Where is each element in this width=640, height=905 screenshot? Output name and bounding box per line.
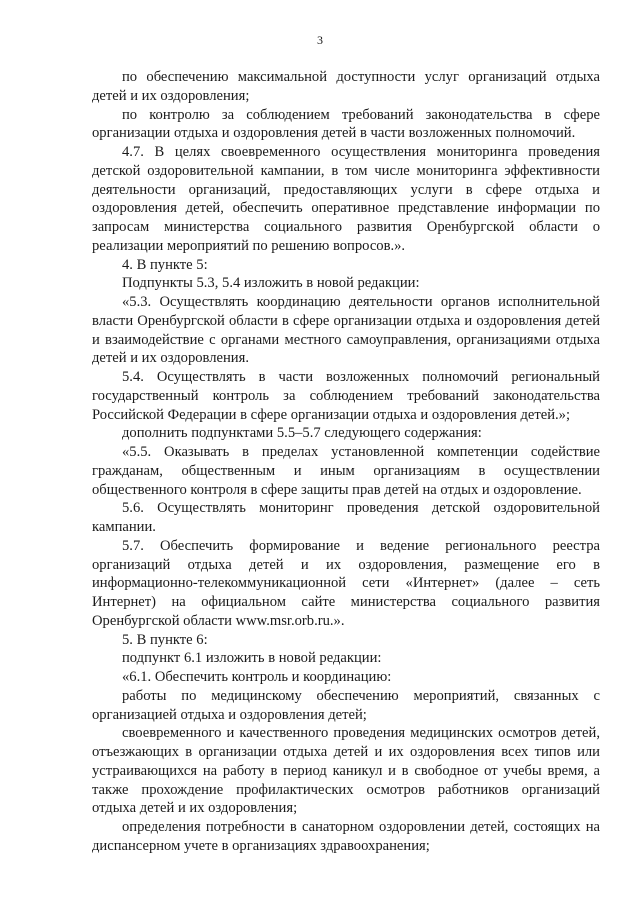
- page-number: 3: [317, 33, 323, 47]
- paragraph-item-6-1: «6.1. Обеспечить контроль и координацию:: [122, 669, 392, 685]
- paragraph: работы по медицинскому обеспечению мероприятий, связанных с организацией отдыха и оздоровления детей;: [92, 687, 600, 723]
- paragraph: Подпункты 5.3, 5.4 изложить в новой редакции:: [122, 275, 420, 292]
- paragraph: определения потребности в санаторном оздоровлении детей, состоящих на диспансерном учете в организациях здравоохранения;: [92, 819, 600, 854]
- paragraph-item-5-6: 5.6. Осуществлять мониторинг проведения детской оздоровительной кампании.: [92, 500, 600, 535]
- paragraph-item-5-4: 5.4. Осуществлять в части возложенных полномочий региональный государственный контроль за соблюдением требований законодательства Российской Федерации в сфере организации отдыха и оздоровления детей.»;: [92, 369, 600, 423]
- paragraph: дополнить подпунктами 5.5–5.7 следующего содержания:: [122, 425, 482, 442]
- paragraph-item-4-7: 4.7. В целях своевременного осуществления мониторинга проведения детской оздоровительной кампании, в том числе мониторинга эффективности деятельности организаций, предоставляющих услуги в сфере отдыха и оздоровления детей, обеспечить оперативное представление информации по запросам министерства социального развития Оренбургской области о реализации мероприятий по решению вопросов.».: [92, 144, 600, 254]
- document-body: [92, 68, 600, 856]
- paragraph-item-5-3: «5.3. Осуществлять координацию деятельности органов исполнительной власти Оренбургской области в сфере организации отдыха и оздоровления детей и взаимодействие с органами местного самоуправления, организациями отдыха детей и их оздоровления.: [92, 294, 600, 367]
- paragraph: по обеспечению максимальной доступности услуг организаций отдыха детей и их оздоровления;: [92, 69, 600, 104]
- heading-item-4: 4. В пункте 5:: [122, 256, 208, 273]
- paragraph: своевременного и качественного проведения медицинских осмотров детей, отъезжающих в организации отдыха детей и их оздоровления всех типов или устраивающихся на работу в период каникул и в свободное от учебы время, а также прохождение профилактических осмотров работников организаций отдыха детей и их оздоровления;: [92, 725, 600, 817]
- paragraph-item-5-7: 5.7. Обеспечить формирование и ведение регионального реестра организаций отдыха детей и их оздоровления, размещение его в информационно-телекоммуникационной сети «Интернет» (далее – сеть Интернет) на официальном сайте министерства социального развития Оренбургской области www.msr.orb.ru.».: [92, 537, 600, 629]
- paragraph-item-5-5: «5.5. Оказывать в пределах установленной компетенции содействие гражданам, общественным и иным организациям в осуществлении общественного контроля в сфере защиты прав детей на отдых и оздоровление.: [92, 444, 600, 498]
- paragraph: подпункт 6.1 изложить в новой редакции:: [122, 650, 382, 667]
- paragraph: по контролю за соблюдением требований законодательства в сфере организации отдыха и оздоровления детей в части возложенных полномочий.: [92, 106, 600, 142]
- heading-item-5: 5. В пункте 6:: [122, 631, 208, 648]
